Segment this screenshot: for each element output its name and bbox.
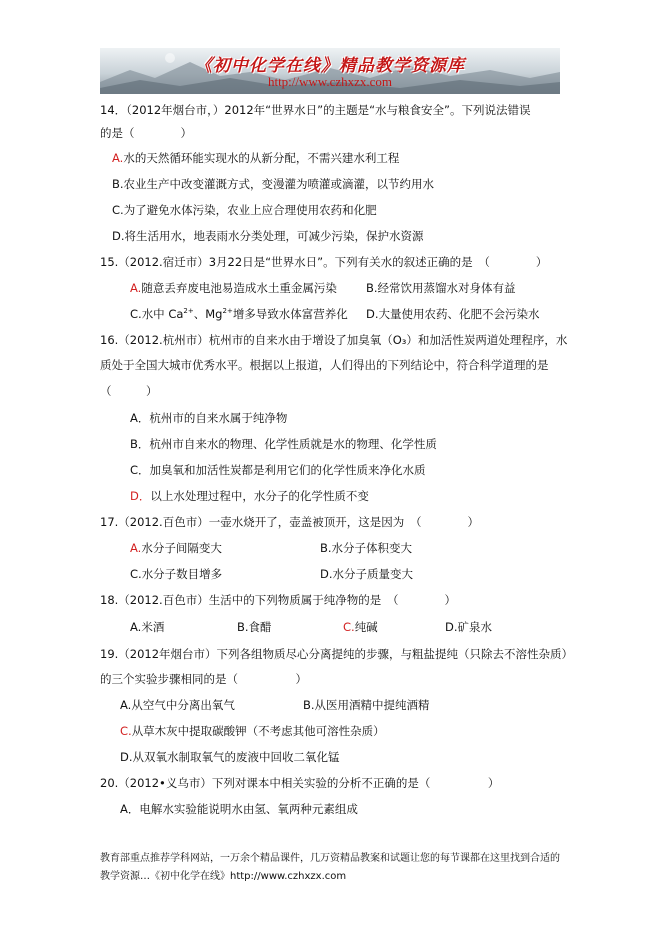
q15-option-b[interactable] — [366, 281, 516, 295]
q14-stem-line1: 14．（2012年烟台市，）2012年“世界水日”的主题是“水与粮食安全”。下列说法错误 — [100, 103, 531, 117]
q18-option-d-letter: D. — [445, 620, 458, 634]
q16-option-b-letter: B． — [130, 437, 150, 451]
q16-option-c-text: 加臭氧和加活性炭都是利用它们的化学性质来净化水质 — [149, 463, 426, 477]
q15-option-c-letter: C. — [130, 307, 142, 321]
q15-option-c-charge1: 2+ — [183, 307, 194, 316]
q16-option-d-text: 以上水处理过程中，水分子的化学性质不变 — [150, 489, 369, 503]
q17-option-d[interactable] — [320, 567, 413, 581]
q18-option-a-text: 米酒 — [141, 620, 165, 634]
q19-option-a[interactable] — [120, 698, 235, 712]
q18-option-b-letter: B. — [237, 620, 249, 634]
q14-option-d-text: 将生活用水，地表雨水分类处理，可减少污染，保护水资源 — [124, 229, 424, 243]
q15-option-c-charge2: 2+ — [222, 307, 233, 316]
q14-option-b-text: 农业生产中改变灌溉方式，变漫灌为喷灌或滴灌，以节约用水 — [123, 177, 435, 191]
q15-option-d-letter: D. — [366, 307, 379, 321]
q17-stem-line1: 17.（2012.百色市）一壶水烧开了，壶盖被顶开，这是因为 （ ） — [100, 515, 479, 529]
q14-option-d[interactable] — [112, 229, 424, 243]
q16-option-d-letter: D． — [130, 489, 151, 503]
q15-option-c-text3: 增多导致水体富营养化 — [232, 307, 348, 321]
q15-option-c[interactable] — [130, 307, 348, 321]
q17-option-d-letter: D. — [320, 567, 333, 581]
q17-option-b[interactable] — [320, 541, 412, 555]
banner-title: 《初中化学在线》精品教学资源库 — [195, 56, 465, 76]
q20-stem-line1: 20.（2012•义乌市）下列对课本中相关实验的分析不正确的是（ ） — [100, 776, 500, 790]
q18-option-a-letter: A. — [130, 620, 142, 634]
q14-stem-line2: 的是（ ） — [100, 126, 192, 140]
q19-option-a-text: 从空气中分离出氧气 — [131, 698, 235, 712]
banner-url[interactable]: http://www.czhxzx.com — [267, 74, 393, 89]
q17-option-c-letter: C. — [130, 567, 142, 581]
q17-option-c[interactable] — [130, 567, 222, 581]
q18-option-b[interactable] — [237, 620, 272, 634]
q16-option-d[interactable] — [130, 489, 369, 503]
q19-option-b-text: 从医用酒精中提纯酒精 — [314, 698, 430, 712]
q14-option-b-letter: B. — [112, 177, 124, 191]
q18-option-d[interactable] — [445, 620, 492, 634]
q18-option-c[interactable] — [343, 620, 378, 634]
q16-stem-line3: （ ） — [100, 384, 158, 398]
q19-option-d-letter: D. — [120, 750, 133, 764]
q14-option-c-letter: C. — [112, 203, 124, 217]
q14-option-c[interactable] — [112, 203, 377, 217]
q19-option-c-letter: C. — [120, 724, 132, 738]
q17-option-a-letter: A. — [130, 541, 142, 555]
q18-option-c-text: 纯碱 — [354, 620, 378, 634]
q20-option-a-letter: A． — [120, 802, 140, 816]
q14-option-b[interactable] — [112, 177, 434, 191]
q16-stem-line2: 质处于全国大城市优秀水平。根据以上报道，人们得出的下列结论中，符合科学道理的是 — [100, 358, 549, 372]
q17-option-d-text: 水分子质量变大 — [332, 567, 414, 581]
q15-option-c-text2: 、Mg — [193, 307, 223, 321]
q14-option-a[interactable] — [112, 151, 399, 165]
q16-stem-line1: 16.（2012.杭州市）杭州市的自来水由于增设了加臭氧（O₃）和加活性炭两道处理程序，水 — [100, 333, 568, 347]
q15-option-b-letter: B. — [366, 281, 378, 295]
q15-stem-line1: 15.（2012.宿迁市）3月22日是“世界水日”。下列有关水的叙述正确的是 （ ） — [100, 255, 548, 269]
q15-option-a-letter: A. — [130, 281, 142, 295]
q19-option-a-letter: A. — [120, 698, 132, 712]
q18-option-c-letter: C. — [343, 620, 355, 634]
q20-option-a[interactable] — [120, 802, 358, 816]
q15-option-a-text: 随意丢弃废电池易造成水土重金属污染 — [141, 281, 337, 295]
q17-option-a[interactable] — [130, 541, 222, 555]
q14-option-d-letter: D. — [112, 229, 125, 243]
q20-option-a-text: 电解水实验能说明水由氢、氧两种元素组成 — [139, 802, 358, 816]
q18-option-b-text: 食醋 — [248, 620, 272, 634]
q17-option-b-text: 水分子体积变大 — [331, 541, 413, 555]
header-banner — [100, 48, 560, 94]
q15-option-c-text: 水中 Ca — [141, 307, 184, 321]
q16-option-a[interactable] — [130, 411, 287, 425]
q19-option-c-text: 从草木灰中提取碳酸钾（不考虑其他可溶性杂质） — [131, 724, 385, 738]
q19-option-d[interactable] — [120, 750, 340, 764]
q19-option-d-text: 从双氧水制取氧气的废液中回收二氧化锰 — [132, 750, 340, 764]
q14-option-a-text: 水的天然循环能实现水的从新分配，不需兴建水利工程 — [123, 151, 400, 165]
q16-option-c[interactable] — [130, 463, 426, 477]
q18-option-a[interactable] — [130, 620, 164, 634]
q14-option-c-text: 为了避免水体污染，农业上应合理使用农药和化肥 — [123, 203, 377, 217]
q16-option-a-text: 杭州市的自来水属于纯净物 — [149, 411, 288, 425]
q19-option-c[interactable] — [120, 724, 385, 738]
footer-line1: 教育部重点推荐学科网站，一万余个精品课件，几万资精品教案和试题让您的每节课都在这里找到合适的 — [100, 853, 560, 864]
q17-option-c-text: 水分子数目增多 — [141, 567, 223, 581]
q16-option-b[interactable] — [130, 437, 437, 451]
q15-option-d-text: 大量使用农药、化肥不会污染水 — [378, 307, 540, 321]
q18-stem-line1: 18.（2012.百色市）生活中的下列物质属于纯净物的是 （ ） — [100, 593, 456, 607]
q19-stem-line2: 的三个实验步骤相同的是（ ） — [100, 672, 307, 686]
q15-option-b-text: 经常饮用蒸馏水对身体有益 — [377, 281, 516, 295]
q18-option-d-text: 矿泉水 — [457, 620, 493, 634]
q19-stem-line1: 19.（2012年烟台市）下列各组物质尽心分离提纯的步骤，与粗盐提纯（只除去不溶性杂质） — [100, 647, 574, 661]
q15-option-a[interactable] — [130, 281, 337, 295]
q16-option-b-text: 杭州市自来水的物理、化学性质就是水的物理、化学性质 — [149, 437, 437, 451]
q17-option-a-text: 水分子间隔变大 — [141, 541, 222, 555]
footer-line2[interactable]: 教学资源…《初中化学在线》http://www.czhxzx.com — [100, 871, 347, 882]
q17-option-b-letter: B. — [320, 541, 332, 555]
q19-option-b-letter: B. — [303, 698, 315, 712]
q15-option-d[interactable] — [366, 307, 540, 321]
q19-option-b[interactable] — [303, 698, 430, 712]
q14-option-a-letter: A. — [112, 151, 124, 165]
q16-option-c-letter: C． — [130, 463, 150, 477]
q16-option-a-letter: A． — [130, 411, 150, 425]
